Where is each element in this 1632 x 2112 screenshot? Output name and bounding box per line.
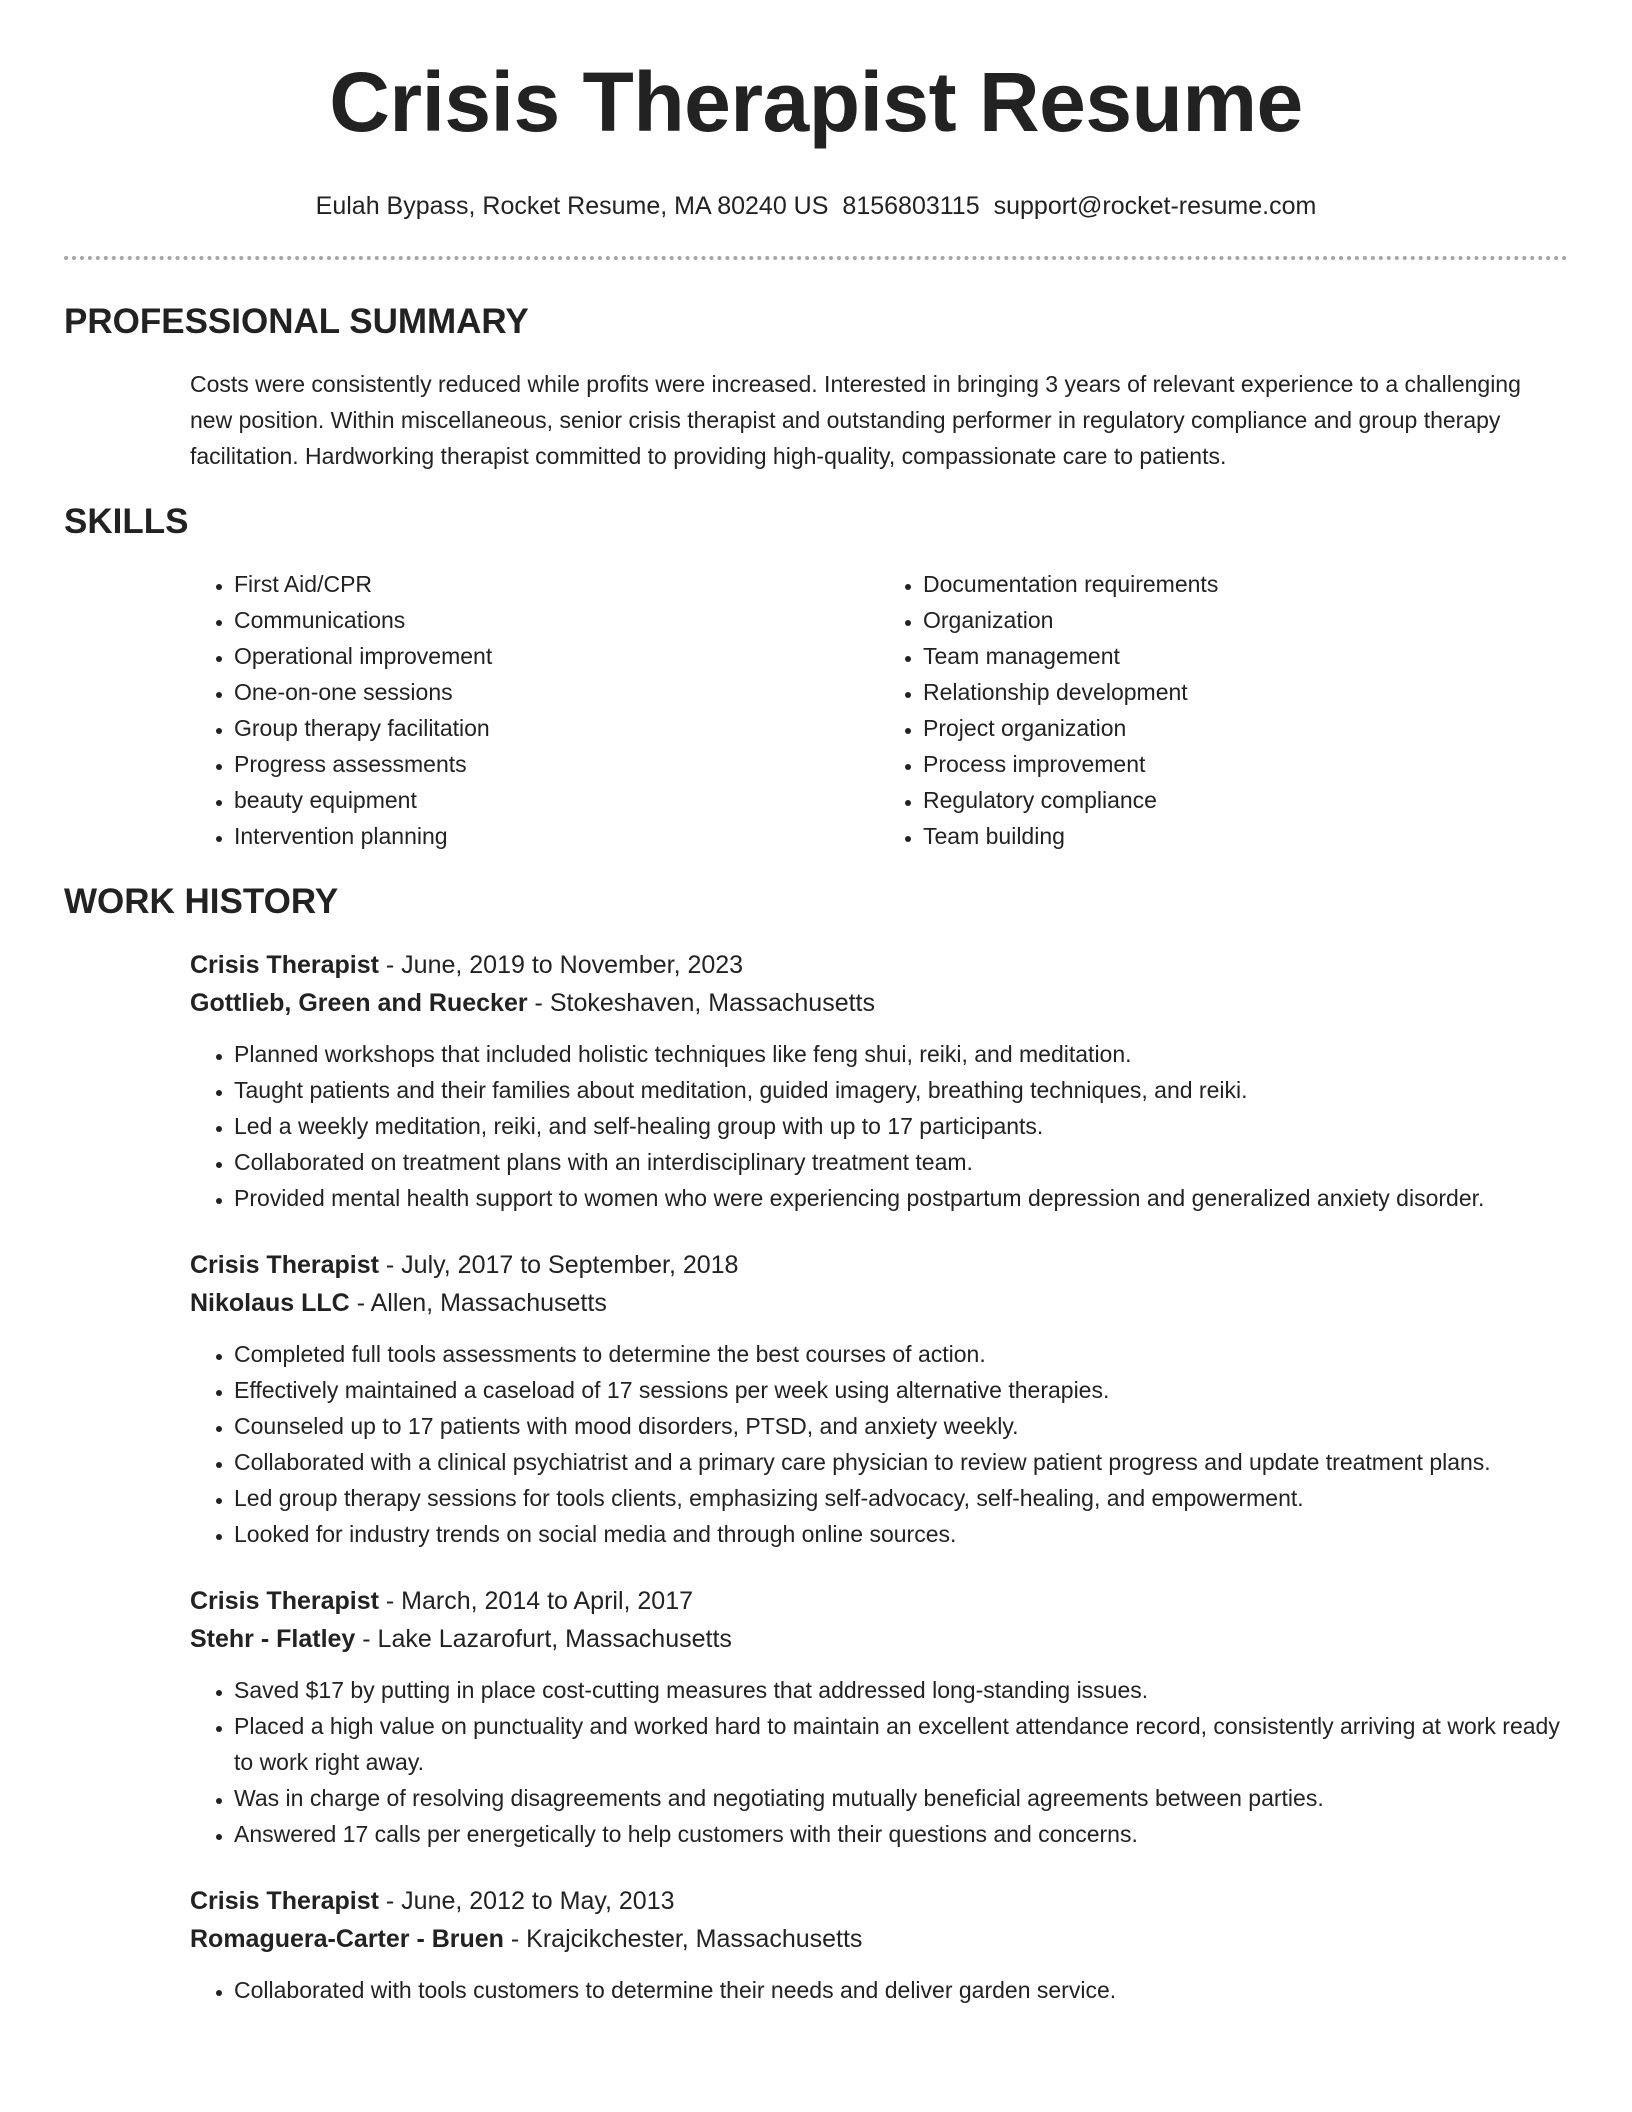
skill-item: • Communications <box>234 602 879 638</box>
job-company-line <box>190 1920 1568 1958</box>
resume-page <box>64 0 1568 2008</box>
skill-item: • Process improvement <box>923 746 1568 782</box>
skill-item: • Team building <box>923 818 1568 854</box>
job-bullet: • Placed a high value on punctuality and worked hard to maintain an excellent attendance record, consistently arriving at work ready to work right away. <box>234 1708 1568 1780</box>
job-bullets <box>190 1672 1568 1852</box>
skill-item: • Regulatory compliance <box>923 782 1568 818</box>
job-company-line <box>190 1620 1568 1658</box>
job-bullet: • Saved $17 by putting in place cost-cutting measures that addressed long-standing issues. <box>234 1672 1568 1708</box>
job-bullet: • Planned workshops that included holistic techniques like feng shui, reiki, and meditation. <box>234 1036 1568 1072</box>
skill-item: • Organization <box>923 602 1568 638</box>
skills-list <box>190 566 1568 854</box>
job-bullet: • Led a weekly meditation, reiki, and self-healing group with up to 17 participants. <box>234 1108 1568 1144</box>
job-company-line <box>190 984 1568 1022</box>
job-title: Crisis Therapist <box>190 951 379 979</box>
job-bullet: • Provided mental health support to women who were experiencing postpartum depression and generalized anxiety disorder. <box>234 1180 1568 1216</box>
skill-item: • Team management <box>923 638 1568 674</box>
job-title: Crisis Therapist <box>190 1251 379 1279</box>
summary-heading: PROFESSIONAL SUMMARY <box>64 302 529 341</box>
contact-phone: 8156803115 <box>842 192 980 220</box>
skills-heading: SKILLS <box>64 502 189 541</box>
job-location: - Stokeshaven, Massachusetts <box>534 989 875 1017</box>
skills-column-right <box>879 566 1568 854</box>
job-entry <box>190 946 1568 1216</box>
job-bullet: • Taught patients and their families about meditation, guided imagery, breathing techniques, and reiki. <box>234 1072 1568 1108</box>
work-history-heading: WORK HISTORY <box>64 882 339 921</box>
summary-text: Costs were consistently reduced while profits were increased. Interested in bringing 3 years of relevant experience to a challenging new position. Within miscellaneous, senior crisis therapist and outstanding performer in regulatory compliance and group therapy facilitation. Hardworking therapist committed to providing high-quality, compassionate care to patients. <box>190 371 1521 469</box>
job-dates: - July, 2017 to September, 2018 <box>385 1251 739 1279</box>
job-company: Nikolaus LLC <box>190 1289 350 1317</box>
job-bullet: • Collaborated with tools customers to determine their needs and deliver garden service. <box>234 1972 1568 2008</box>
job-title-line <box>190 946 1568 984</box>
skill-item: • Intervention planning <box>234 818 879 854</box>
job-bullet: • Was in charge of resolving disagreements and negotiating mutually beneficial agreements between parties. <box>234 1780 1568 1816</box>
skill-item: • First Aid/CPR <box>234 566 879 602</box>
contact-line <box>64 190 1568 222</box>
job-entry <box>190 1582 1568 1852</box>
job-title-line <box>190 1582 1568 1620</box>
job-dates: - March, 2014 to April, 2017 <box>385 1587 694 1615</box>
skill-item: • beauty equipment <box>234 782 879 818</box>
job-bullet: • Counseled up to 17 patients with mood disorders, PTSD, and anxiety weekly. <box>234 1408 1568 1444</box>
job-location: - Allen, Massachusetts <box>356 1289 607 1317</box>
job-bullet: • Collaborated on treatment plans with an interdisciplinary treatment team. <box>234 1144 1568 1180</box>
job-bullet: • Looked for industry trends on social media and through online sources. <box>234 1516 1568 1552</box>
job-entry <box>190 1882 1568 2008</box>
job-bullets <box>190 1036 1568 1216</box>
job-dates: - June, 2019 to November, 2023 <box>385 951 744 979</box>
job-bullet: • Effectively maintained a caseload of 17 sessions per week using alternative therapies. <box>234 1372 1568 1408</box>
skill-item: • Operational improvement <box>234 638 879 674</box>
job-bullet: • Led group therapy sessions for tools clients, emphasizing self-advocacy, self-healing, and empowerment. <box>234 1480 1568 1516</box>
job-company: Gottlieb, Green and Ruecker <box>190 989 528 1017</box>
job-title: Crisis Therapist <box>190 1587 379 1615</box>
job-bullets <box>190 1972 1568 2008</box>
header-divider <box>64 256 1568 260</box>
skill-item: • Group therapy facilitation <box>234 710 879 746</box>
skill-item: • Progress assessments <box>234 746 879 782</box>
job-bullet: • Collaborated with a clinical psychiatrist and a primary care physician to review patient progress and update treatment plans. <box>234 1444 1568 1480</box>
job-location: - Krajcikchester, Massachusetts <box>510 1925 863 1953</box>
job-bullets <box>190 1336 1568 1552</box>
job-title-line <box>190 1882 1568 1920</box>
job-company: Romaguera-Carter - Bruen <box>190 1925 504 1953</box>
job-title-line <box>190 1246 1568 1284</box>
job-entry <box>190 1246 1568 1552</box>
page-title: Crisis Therapist Resume <box>329 55 1303 149</box>
job-bullet: • Answered 17 calls per energetically to help customers with their questions and concerns. <box>234 1816 1568 1852</box>
skill-item: • Documentation requirements <box>923 566 1568 602</box>
contact-email: support@rocket-resume.com <box>993 192 1317 220</box>
contact-address: Eulah Bypass, Rocket Resume, MA 80240 US <box>315 192 829 220</box>
job-title: Crisis Therapist <box>190 1887 379 1915</box>
job-bullet: • Completed full tools assessments to determine the best courses of action. <box>234 1336 1568 1372</box>
job-dates: - June, 2012 to May, 2013 <box>385 1887 675 1915</box>
job-company: Stehr - Flatley <box>190 1625 356 1653</box>
skill-item: • Project organization <box>923 710 1568 746</box>
skill-item: • One-on-one sessions <box>234 674 879 710</box>
skills-column-left <box>190 566 879 854</box>
skill-item: • Relationship development <box>923 674 1568 710</box>
job-location: - Lake Lazarofurt, Massachusetts <box>362 1625 732 1653</box>
job-company-line <box>190 1284 1568 1322</box>
